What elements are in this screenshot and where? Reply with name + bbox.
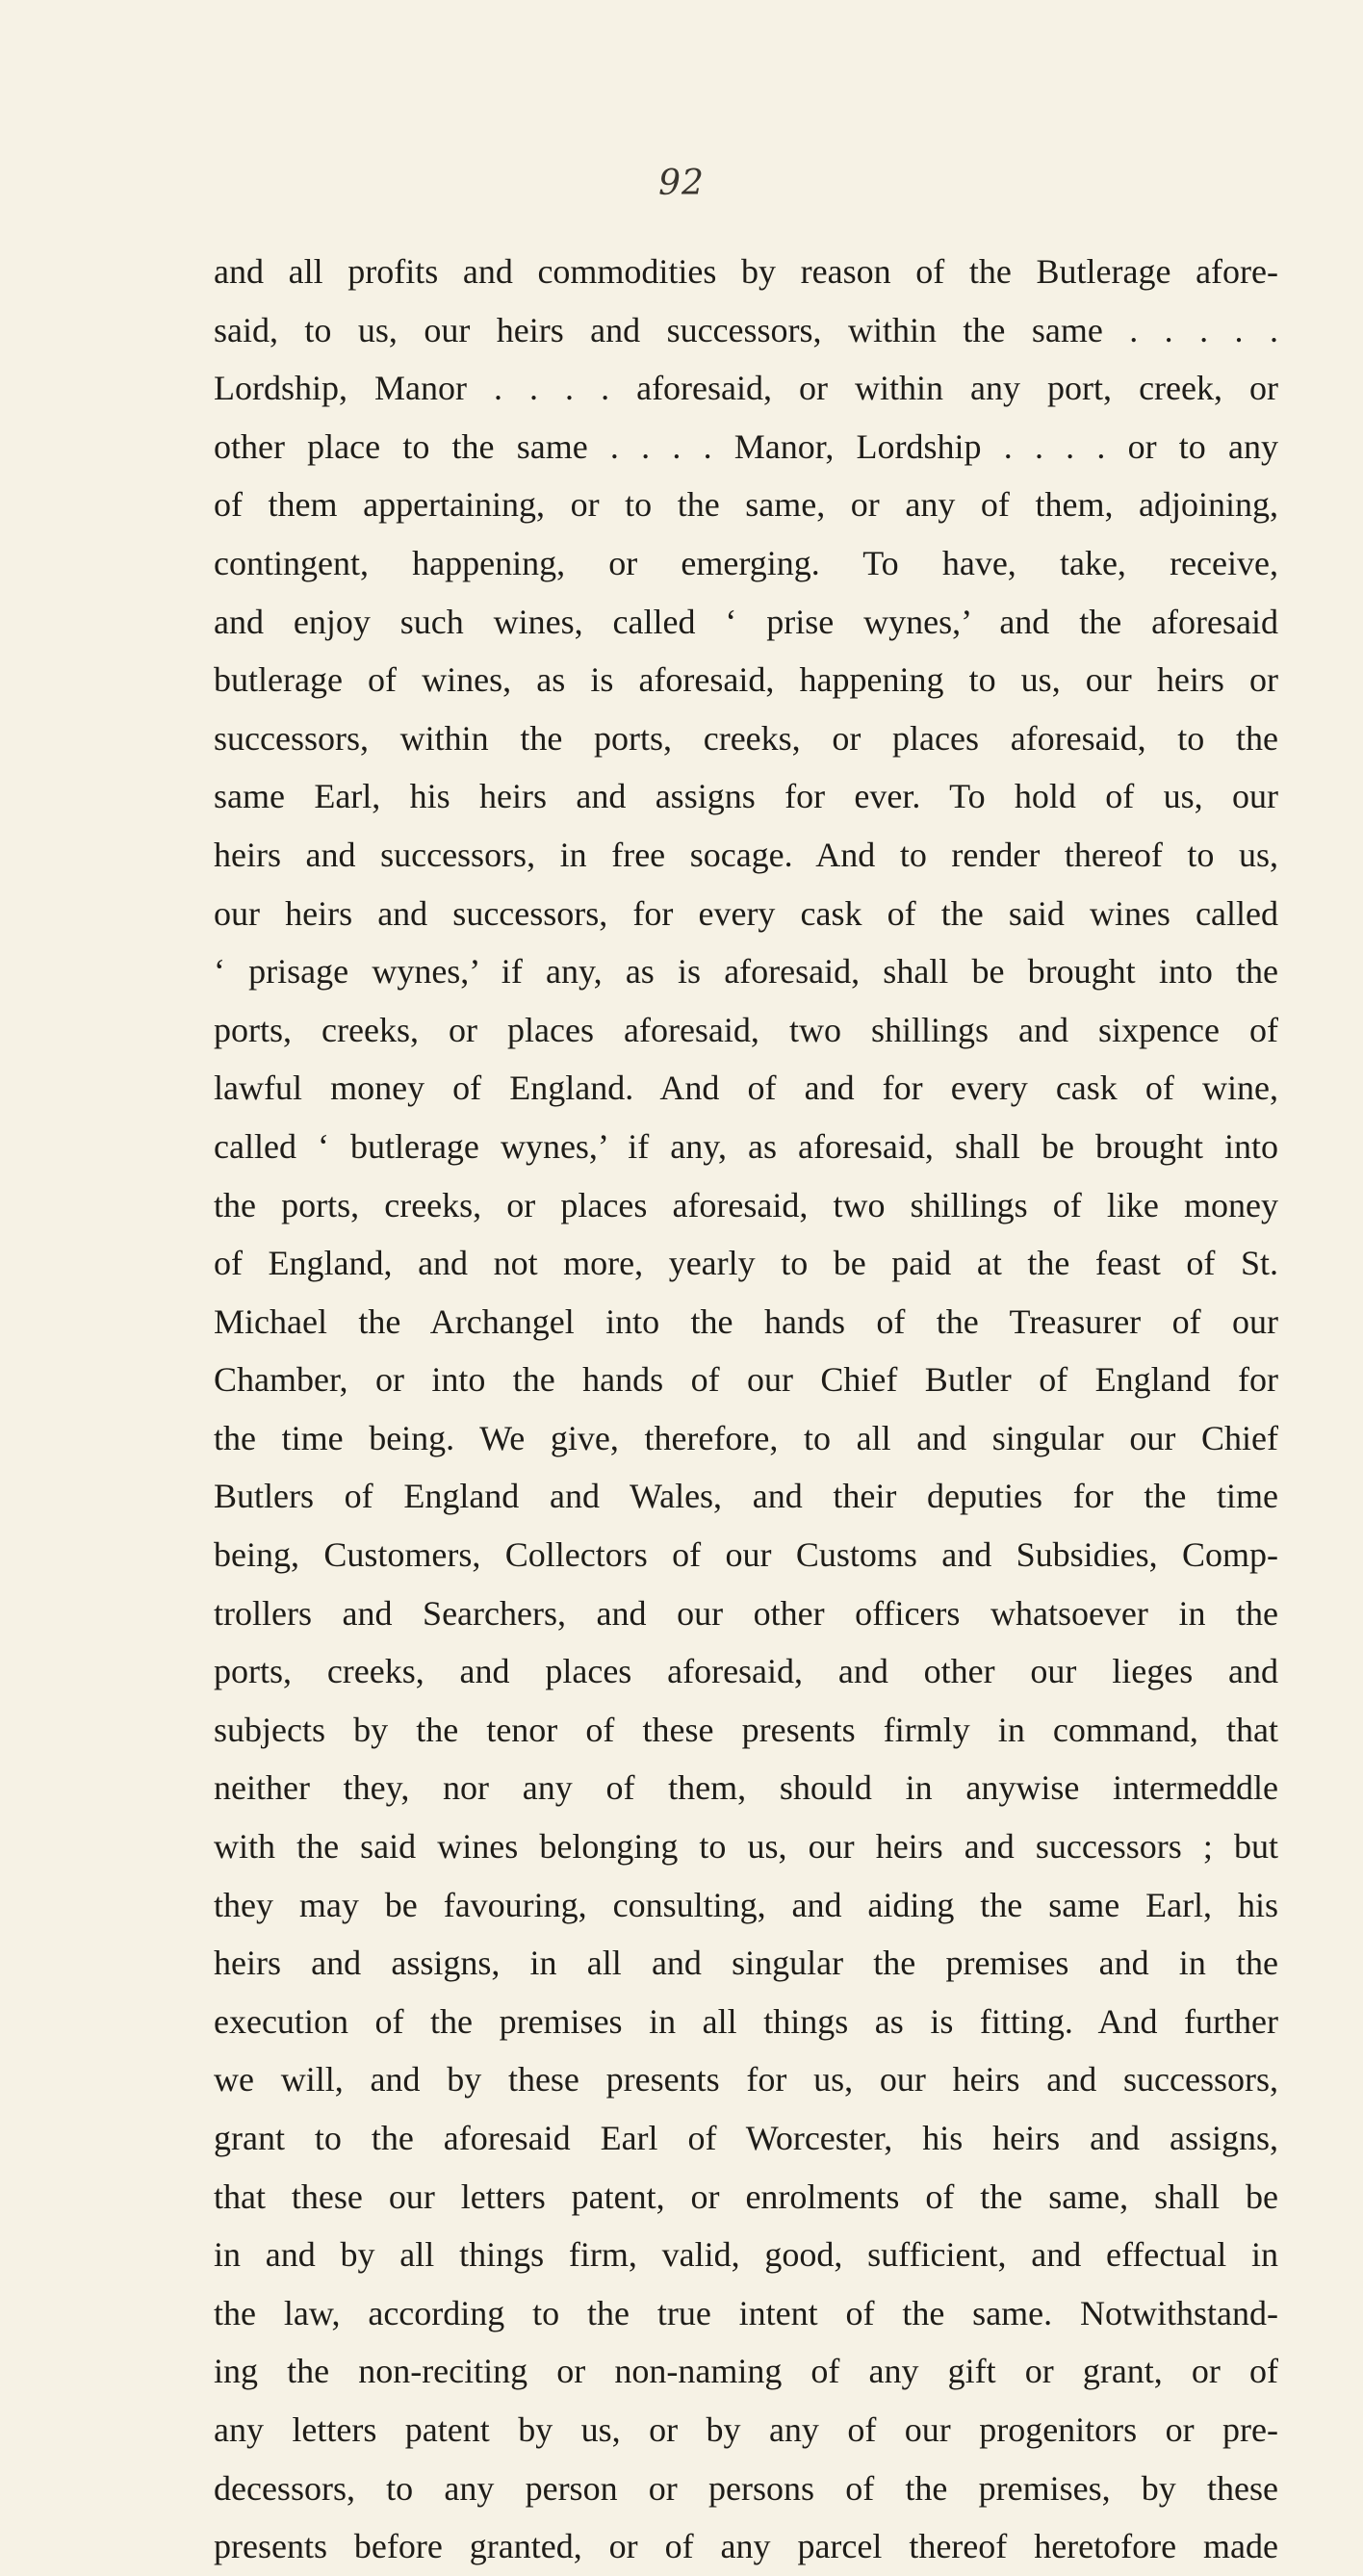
text-line: ports, creeks, or places aforesaid, two shillings and sixpence of <box>214 1010 1278 1049</box>
text-line: butlerage of wines, as is aforesaid, happening to us, our heirs or <box>214 660 1278 700</box>
text-line: Chamber, or into the hands of our Chief Butler of England for <box>214 1360 1278 1400</box>
text-line: we will, and by these presents for us, our heirs and successors, <box>214 2060 1278 2099</box>
text-line: any letters patent by us, or by any of our progenitors or pre- <box>214 2409 1278 2449</box>
text-line: they may be favouring, consulting, and aiding the same Earl, his <box>214 1885 1278 1924</box>
text-line: the law, according to the true intent of the same. Notwithstand- <box>214 2293 1278 2332</box>
text-line: and all profits and commodities by reason of the Butlerage afore- <box>214 252 1278 291</box>
text-line: our heirs and successors, for every cask of the said wines called <box>214 893 1278 933</box>
text-line: heirs and successors, in free socage. And to render thereof to us, <box>214 835 1278 874</box>
text-line: called ‘ butlerage wynes,’ if any, as aforesaid, shall be brought into <box>214 1126 1278 1166</box>
text-line: ing the non-reciting or non-naming of any gift or grant, or of <box>214 2352 1278 2391</box>
text-line: lawful money of England. And of and for every cask of wine, <box>214 1069 1278 1108</box>
body-text <box>214 243 1278 2576</box>
text-line: heirs and assigns, in all and singular the premises and in the <box>214 1944 1278 1983</box>
text-line: Michael the Archangel into the hands of the Treasurer of our <box>214 1301 1278 1341</box>
text-line: ‘ prisage wynes,’ if any, as is aforesaid, shall be brought into the <box>214 952 1278 992</box>
text-line: in and by all things firm, valid, good, sufficient, and effectual in <box>214 2235 1278 2275</box>
text-line: and enjoy such wines, called ‘ prise wynes,’ and the aforesaid <box>214 602 1278 641</box>
text-line: ports, creeks, and places aforesaid, and other our lieges and <box>214 1652 1278 1691</box>
text-line: execution of the premises in all things as is fitting. And further <box>214 2001 1278 2041</box>
text-line: of them appertaining, or to the same, or any of them, adjoining, <box>214 485 1278 525</box>
text-line: grant to the aforesaid Earl of Worcester, his heirs and assigns, <box>214 2119 1278 2157</box>
text-line: Butlers of England and Wales, and their deputies for the time <box>214 1477 1278 1516</box>
text-line: presents before granted, or of any parcel thereof heretofore made <box>214 2527 1278 2566</box>
text-line: contingent, happening, or emerging. To have, take, receive, <box>214 543 1278 582</box>
text-line: the time being. We give, therefore, to all and singular our Chief <box>214 1418 1278 1457</box>
text-line: the ports, creeks, or places aforesaid, two shillings of like money <box>214 1185 1278 1224</box>
text-line: with the said wines belonging to us, our heirs and successors ; but <box>214 1827 1278 1867</box>
text-line: Lordship, Manor . . . . aforesaid, or within any port, creek, or <box>214 369 1278 408</box>
text-line: being, Customers, Collectors of our Customs and Subsidies, Comp- <box>214 1535 1278 1575</box>
text-line: neither they, nor any of them, should in anywise intermeddle <box>214 1768 1278 1808</box>
text-line: subjects by the tenor of these presents firmly in command, that <box>214 1710 1278 1749</box>
text-line: successors, within the ports, creeks, or places aforesaid, to the <box>214 718 1278 758</box>
text-line: of England, and not more, yearly to be paid at the feast of St. <box>214 1244 1278 1283</box>
text-line: trollers and Searchers, and our other officers whatsoever in the <box>214 1593 1278 1633</box>
text-line: same Earl, his heirs and assigns for ever. To hold of us, our <box>214 777 1278 816</box>
text-line: that these our letters patent, or enrolments of the same, shall be <box>214 2177 1278 2216</box>
text-line: said, to us, our heirs and successors, within the same . . . . . <box>214 310 1278 349</box>
page-number: 92 <box>658 164 705 203</box>
text-line: other place to the same . . . . Manor, Lordship . . . . or to any <box>214 426 1278 466</box>
text-line: decessors, to any person or persons of the premises, by these <box>214 2468 1278 2508</box>
